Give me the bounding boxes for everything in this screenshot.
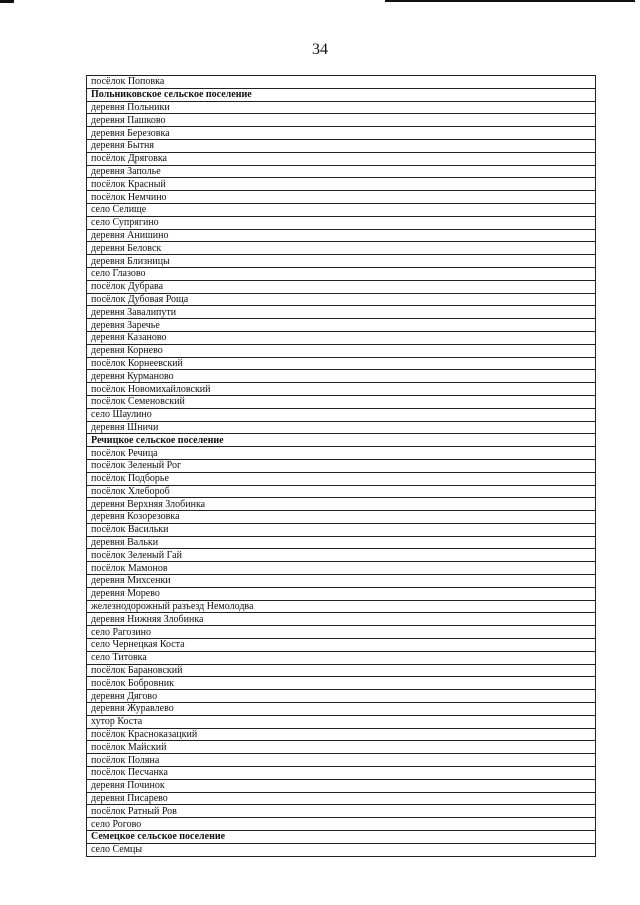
settlement-name-cell: село Селище bbox=[87, 203, 596, 216]
table-row bbox=[87, 306, 596, 319]
settlement-name-cell: село Титовка bbox=[87, 651, 596, 664]
table-row bbox=[87, 395, 596, 408]
page-number: 34 bbox=[312, 41, 328, 58]
table-row bbox=[87, 536, 596, 549]
settlement-name-cell: деревня Анишино bbox=[87, 229, 596, 242]
table-row bbox=[87, 216, 596, 229]
table-row bbox=[87, 792, 596, 805]
settlement-name-cell: посёлок Дубовая Роща bbox=[87, 293, 596, 306]
table-row bbox=[87, 331, 596, 344]
section-header-row bbox=[87, 88, 596, 101]
settlement-name-cell: деревня Шничи bbox=[87, 421, 596, 434]
table-row bbox=[87, 639, 596, 652]
table-row bbox=[87, 127, 596, 140]
settlement-name-cell: посёлок Дряговка bbox=[87, 152, 596, 165]
table-row bbox=[87, 843, 596, 856]
settlement-name-cell: деревня Завалипути bbox=[87, 306, 596, 319]
table-row bbox=[87, 178, 596, 191]
settlement-name-cell: деревня Польники bbox=[87, 101, 596, 114]
settlement-name-cell: деревня Березовка bbox=[87, 127, 596, 140]
table-row bbox=[87, 549, 596, 562]
table-row bbox=[87, 229, 596, 242]
settlement-name-cell: посёлок Бобровник bbox=[87, 677, 596, 690]
settlement-name-cell: село Супрягино bbox=[87, 216, 596, 229]
table-row bbox=[87, 779, 596, 792]
table-row bbox=[87, 575, 596, 588]
table-row bbox=[87, 715, 596, 728]
corner-mark bbox=[0, 0, 14, 3]
section-header-row bbox=[87, 831, 596, 844]
table-row bbox=[87, 805, 596, 818]
settlement-name-cell: посёлок Хлебороб bbox=[87, 485, 596, 498]
header-rule bbox=[385, 0, 635, 2]
settlement-name-cell: деревня Заречье bbox=[87, 319, 596, 332]
settlement-name-cell: деревня Курманово bbox=[87, 370, 596, 383]
settlement-name-cell: хутор Коста bbox=[87, 715, 596, 728]
settlement-name-cell: посёлок Песчанка bbox=[87, 767, 596, 780]
table-row bbox=[87, 741, 596, 754]
settlement-name-cell: село Чернецкая Коста bbox=[87, 639, 596, 652]
settlement-name-cell: посёлок Корнеевский bbox=[87, 357, 596, 370]
settlement-name-cell: посёлок Красноказацкий bbox=[87, 728, 596, 741]
table-row bbox=[87, 472, 596, 485]
settlement-name-cell: железнодорожный разъезд Немолодва bbox=[87, 600, 596, 613]
settlement-name-cell: посёлок Немчино bbox=[87, 191, 596, 204]
settlement-name-cell: посёлок Новомихайловский bbox=[87, 383, 596, 396]
settlement-name-cell: деревня Козорезовка bbox=[87, 511, 596, 524]
table-row bbox=[87, 357, 596, 370]
table-row bbox=[87, 600, 596, 613]
table-row bbox=[87, 76, 596, 89]
table-row bbox=[87, 242, 596, 255]
table-row bbox=[87, 383, 596, 396]
section-header-cell: Польниковское сельское поселение bbox=[87, 88, 596, 101]
settlement-name-cell: село Семцы bbox=[87, 843, 596, 856]
table-row bbox=[87, 267, 596, 280]
table-row bbox=[87, 562, 596, 575]
table-row bbox=[87, 485, 596, 498]
settlement-name-cell: посёлок Красный bbox=[87, 178, 596, 191]
table-row bbox=[87, 101, 596, 114]
table-row bbox=[87, 152, 596, 165]
table-row bbox=[87, 447, 596, 460]
settlement-name-cell: посёлок Мамонов bbox=[87, 562, 596, 575]
table-row bbox=[87, 293, 596, 306]
table-row bbox=[87, 165, 596, 178]
settlements-table bbox=[86, 75, 596, 857]
table-row bbox=[87, 613, 596, 626]
settlement-name-cell: деревня Заполье bbox=[87, 165, 596, 178]
table-row bbox=[87, 408, 596, 421]
section-header-cell: Семецкое сельское поселение bbox=[87, 831, 596, 844]
settlement-name-cell: деревня Верхняя Злобинка bbox=[87, 498, 596, 511]
table-row bbox=[87, 203, 596, 216]
settlement-name-cell: посёлок Барановский bbox=[87, 664, 596, 677]
table-row bbox=[87, 139, 596, 152]
settlement-name-cell: посёлок Зеленый Гай bbox=[87, 549, 596, 562]
section-header-cell: Речицкое сельское поселение bbox=[87, 434, 596, 447]
table-row bbox=[87, 319, 596, 332]
settlement-name-cell: деревня Бытня bbox=[87, 139, 596, 152]
settlement-name-cell: посёлок Подборье bbox=[87, 472, 596, 485]
settlement-name-cell: село Глазово bbox=[87, 267, 596, 280]
table-row bbox=[87, 728, 596, 741]
table-row bbox=[87, 255, 596, 268]
table-row bbox=[87, 344, 596, 357]
settlement-name-cell: деревня Вальки bbox=[87, 536, 596, 549]
settlement-name-cell: деревня Нижняя Злобинка bbox=[87, 613, 596, 626]
table-row bbox=[87, 191, 596, 204]
table-row bbox=[87, 280, 596, 293]
table-row bbox=[87, 754, 596, 767]
table-row bbox=[87, 677, 596, 690]
table-row bbox=[87, 767, 596, 780]
settlement-name-cell: село Рогово bbox=[87, 818, 596, 831]
table-row bbox=[87, 421, 596, 434]
settlement-name-cell: деревня Беловск bbox=[87, 242, 596, 255]
table-row bbox=[87, 690, 596, 703]
settlement-name-cell: деревня Близницы bbox=[87, 255, 596, 268]
settlement-name-cell: деревня Морево bbox=[87, 587, 596, 600]
settlement-name-cell: деревня Михсенки bbox=[87, 575, 596, 588]
table-row bbox=[87, 703, 596, 716]
settlement-name-cell: посёлок Дубрава bbox=[87, 280, 596, 293]
table-row bbox=[87, 523, 596, 536]
settlement-name-cell: посёлок Поповка bbox=[87, 76, 596, 89]
settlement-name-cell: посёлок Речица bbox=[87, 447, 596, 460]
settlement-name-cell: село Шаулино bbox=[87, 408, 596, 421]
settlement-name-cell: деревня Починок bbox=[87, 779, 596, 792]
table-row bbox=[87, 626, 596, 639]
settlement-name-cell: посёлок Семеновский bbox=[87, 395, 596, 408]
settlement-name-cell: деревня Казаново bbox=[87, 331, 596, 344]
settlement-name-cell: посёлок Васильки bbox=[87, 523, 596, 536]
table-row bbox=[87, 459, 596, 472]
section-header-row bbox=[87, 434, 596, 447]
settlement-name-cell: село Рагозино bbox=[87, 626, 596, 639]
settlement-name-cell: посёлок Ратный Ров bbox=[87, 805, 596, 818]
table-row bbox=[87, 498, 596, 511]
table-row bbox=[87, 818, 596, 831]
table-row bbox=[87, 587, 596, 600]
settlement-name-cell: посёлок Зеленый Рог bbox=[87, 459, 596, 472]
table-row bbox=[87, 114, 596, 127]
table-row bbox=[87, 370, 596, 383]
settlement-name-cell: посёлок Поляна bbox=[87, 754, 596, 767]
settlement-name-cell: деревня Дягово bbox=[87, 690, 596, 703]
settlement-name-cell: деревня Пашково bbox=[87, 114, 596, 127]
settlement-name-cell: посёлок Майский bbox=[87, 741, 596, 754]
table-row bbox=[87, 664, 596, 677]
settlement-name-cell: деревня Писарево bbox=[87, 792, 596, 805]
settlements-table-body bbox=[87, 76, 596, 857]
settlement-name-cell: деревня Корнево bbox=[87, 344, 596, 357]
settlement-name-cell: деревня Журавлево bbox=[87, 703, 596, 716]
table-row bbox=[87, 651, 596, 664]
table-row bbox=[87, 511, 596, 524]
